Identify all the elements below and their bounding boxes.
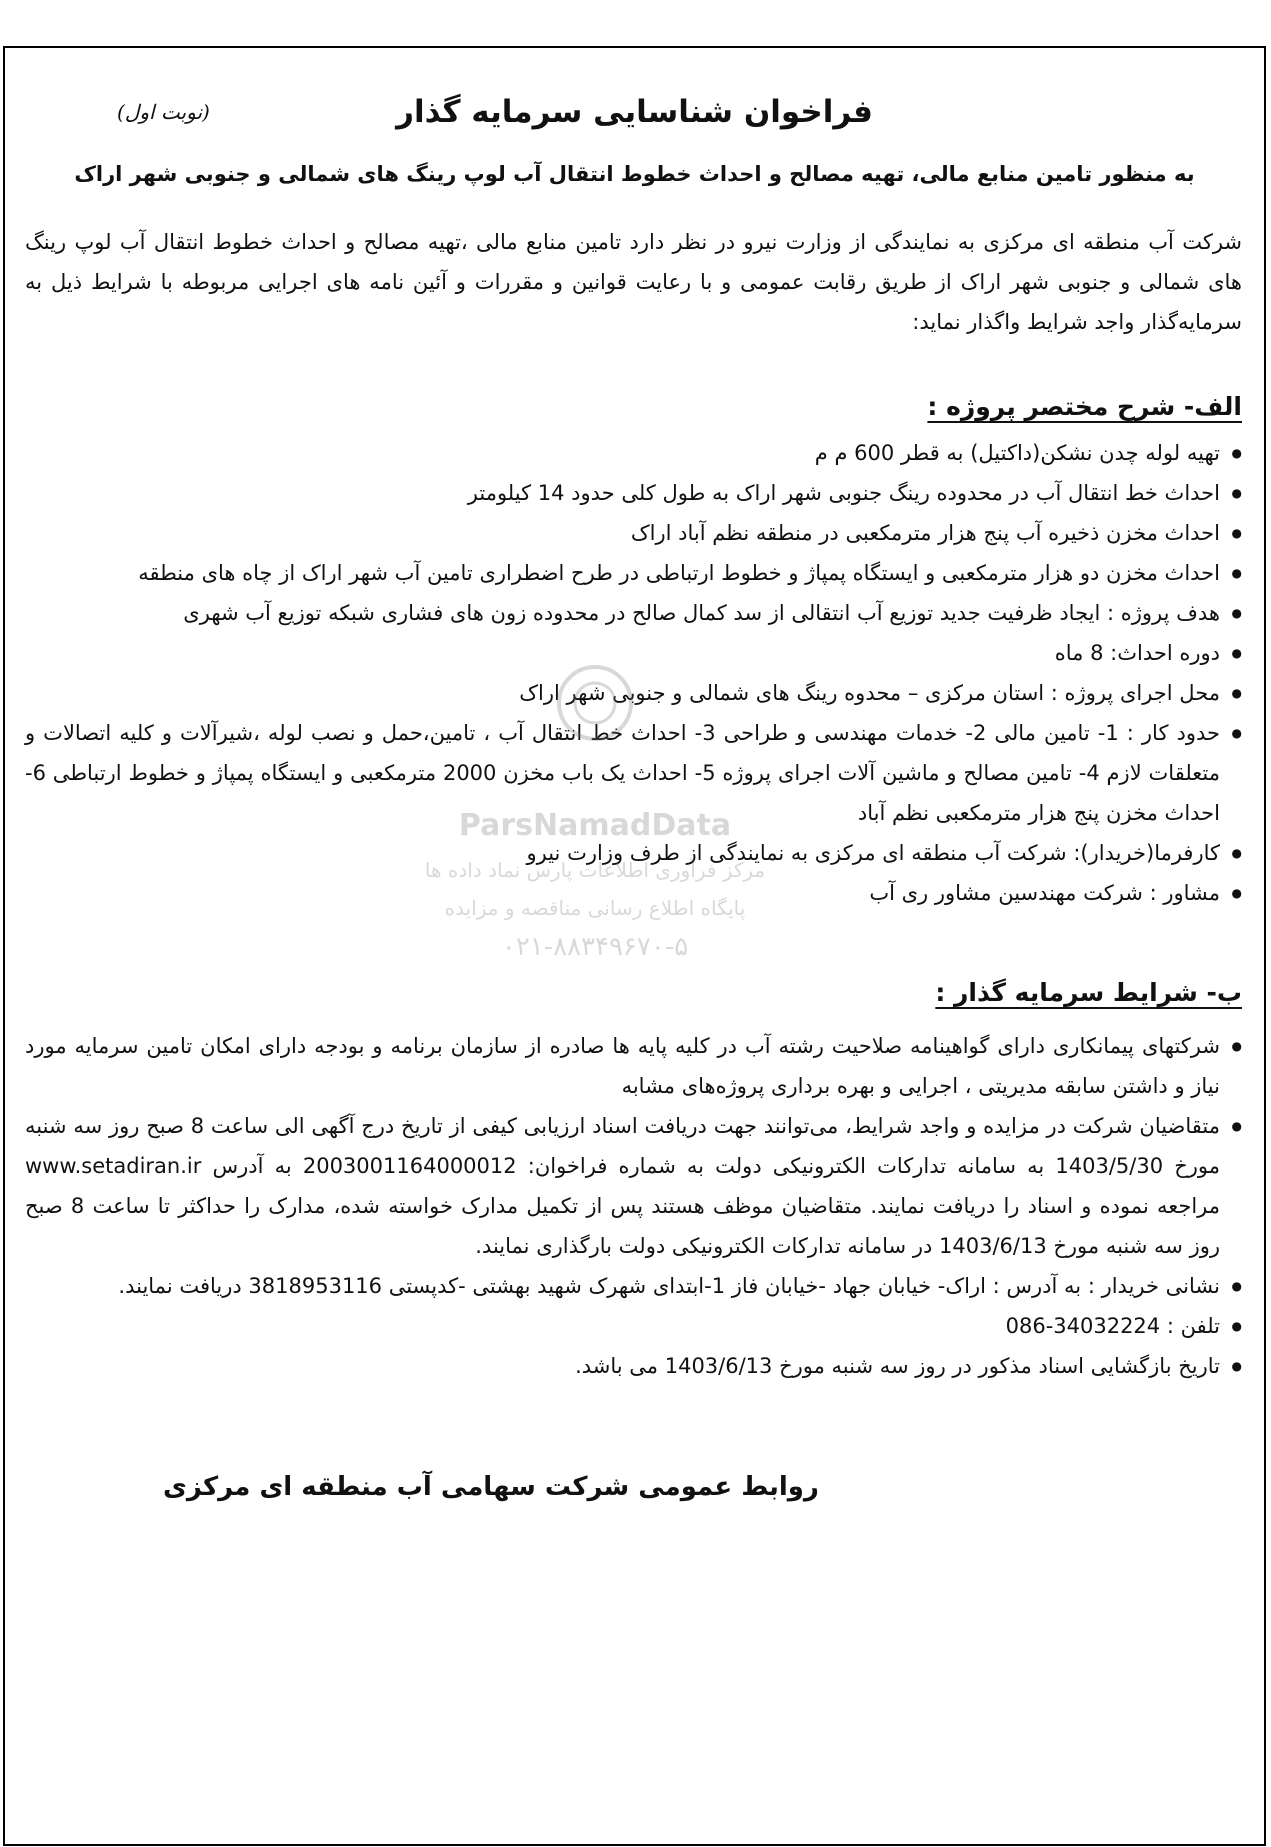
- submission-text-before-url: متقاضیان شرکت در مزایده و واجد شرایط، می‌توانند جهت دریافت اسناد ارزیابی کیفی از تاریخ درج آگهی الی ساعت 8 صبح روز سه شنبه مورخ 1403/5/30 به سامانه تدارکات الکترونیکی دولت به شماره فراخوان: 2003001164000012 به آدرس: [25, 1114, 1220, 1178]
- notice-title: فراخوان شناسایی سرمایه گذار: [396, 94, 873, 130]
- list-item: ● احداث مخزن ذخیره آب پنج هزار مترمکعبی در منطقه نظم آباد اراک: [25, 513, 1242, 553]
- submission-text-after-url: مراجعه نموده و اسناد را دریافت نمایند. متقاضیان موظف هستند پس از تکمیل مدارک خواسته شده، مدارک را حداکثر تا ساعت 8 صبح روز سه شنبه مورخ 1403/6/13 در سامانه تدارکات الکترونیکی دولت بارگذاری نمایند.: [25, 1194, 1220, 1258]
- intro-paragraph: شرکت آب منطقه ای مرکزی به نمایندگی از وزارت نیرو در نظر دارد تامین منابع مالی ،تهیه مصالح و احداث خطوط انتقال آب لوپ رینگ های شمالی و جنوبی شهر اراک از طریق رقابت عمومی و با رعایت قوانین و مقررات و آئین نامه های اجرایی مربوطه با شرایط ذیل به سرمایه‌گذار واجد شرایط واگذار نماید:: [25, 230, 1242, 334]
- phone-number: 086-34032224: [1005, 1314, 1161, 1338]
- watermark-phone: ۰۲۱-۸۸۳۴۹۶۷۰-۵: [501, 932, 689, 962]
- list-item: ● نشانی خریدار : به آدرس : اراک- خیابان جهاد -خیابان فاز 1-ابتدای شهرک شهید بهشتی -کدپستی 3818953116 دریافت نمایند.: [25, 1266, 1242, 1306]
- section-b-list: [25, 1026, 1242, 1386]
- notice-document: [5, 48, 1264, 1844]
- notice-subtitle: به منظور تامین منابع مالی، تهیه مصالح و احداث خطوط انتقال آب لوپ رینگ های شمالی و جنوبی شهر اراک: [74, 162, 1195, 186]
- phone-line: [25, 1306, 1242, 1346]
- watermark-line2: پایگاه اطلاع رسانی مناقصه و مزایده: [444, 896, 746, 920]
- list-item: ● مشاور : شرکت مهندسین مشاور ری آب: [25, 873, 1242, 913]
- list-item: ● دوره احداث: 8 ماه: [25, 633, 1242, 673]
- section-a-heading: الف- شرح مختصر پروژه :: [927, 392, 1242, 421]
- watermark-line1: مرکز فرآوری اطلاعات پارس نماد داده ها: [424, 858, 766, 882]
- list-item: ● هدف پروژه : ایجاد ظرفیت جدید توزیع آب انتقالی از سد کمال صالح در محدوده زون های فشاری شبکه توزیع آب شهری: [25, 593, 1242, 633]
- section-a-list: [25, 433, 1242, 913]
- notice-frame: [3, 46, 1266, 1846]
- list-item: ● کارفرما(خریدار): شرکت آب منطقه ای مرکزی به نمایندگی از طرف وزارت نیرو: [25, 833, 1242, 873]
- opening-date-line: ● تاریخ بازگشایی اسناد مذکور در روز سه شنبه مورخ 1403/6/13 می باشد.: [25, 1346, 1242, 1386]
- submission-paragraph: [25, 1106, 1242, 1266]
- section-b-heading: ب- شرایط سرمایه گذار :: [935, 978, 1242, 1007]
- notice-number: (نوبت اول): [117, 100, 210, 124]
- list-item: ● حدود کار : 1- تامین مالی 2- خدمات مهندسی و طراحی 3- احداث خط انتقال آب ، تامین،حمل و نصب لوله ،شیرآلات و کلیه اتصالات و متعلقات لازم 4- تامین مصالح و ماشین آلات اجرای پروژه 5- احداث یک باب مخزن 2000 مترمکعبی و ایستگاه پمپاژ و خطوط ارتباطی 6-احداث مخزن پنج هزار مترمکعبی نظم آباد: [25, 713, 1242, 833]
- setadiran-link[interactable]: www.setadiran.ir: [25, 1154, 202, 1178]
- list-item: ● تهیه لوله چدن نشکن(داکتیل) به قطر 600 م م: [25, 433, 1242, 473]
- footer-signature: روابط عمومی شرکت سهامی آب منطقه ای مرکزی: [163, 1472, 819, 1502]
- list-item: ● شرکتهای پیمانکاری دارای گواهینامه صلاحیت رشته آب در کلیه پایه ها صادره از سازمان برنامه و بودجه دارای امکان تامین سرمایه مورد نیاز و داشتن سابقه مدیریتی ، اجرایی و بهره برداری پروژه‌های مشابه: [25, 1026, 1242, 1106]
- list-item: ● احداث خط انتقال آب در محدوده رینگ جنوبی شهر اراک به طول کلی حدود 14 کیلومتر: [25, 473, 1242, 513]
- watermark-brand: ParsNamadData: [458, 808, 732, 843]
- list-item: ● محل اجرای پروژه : استان مرکزی – محدوه رینگ های شمالی و جنوبی شهر اراک: [25, 673, 1242, 713]
- phone-label: تلفن :: [1166, 1314, 1220, 1338]
- list-item: ● احداث مخزن دو هزار مترمکعبی و ایستگاه پمپاژ و خطوط ارتباطی در طرح اضطراری تامین آب شهر اراک از چاه های منطقه: [25, 553, 1242, 593]
